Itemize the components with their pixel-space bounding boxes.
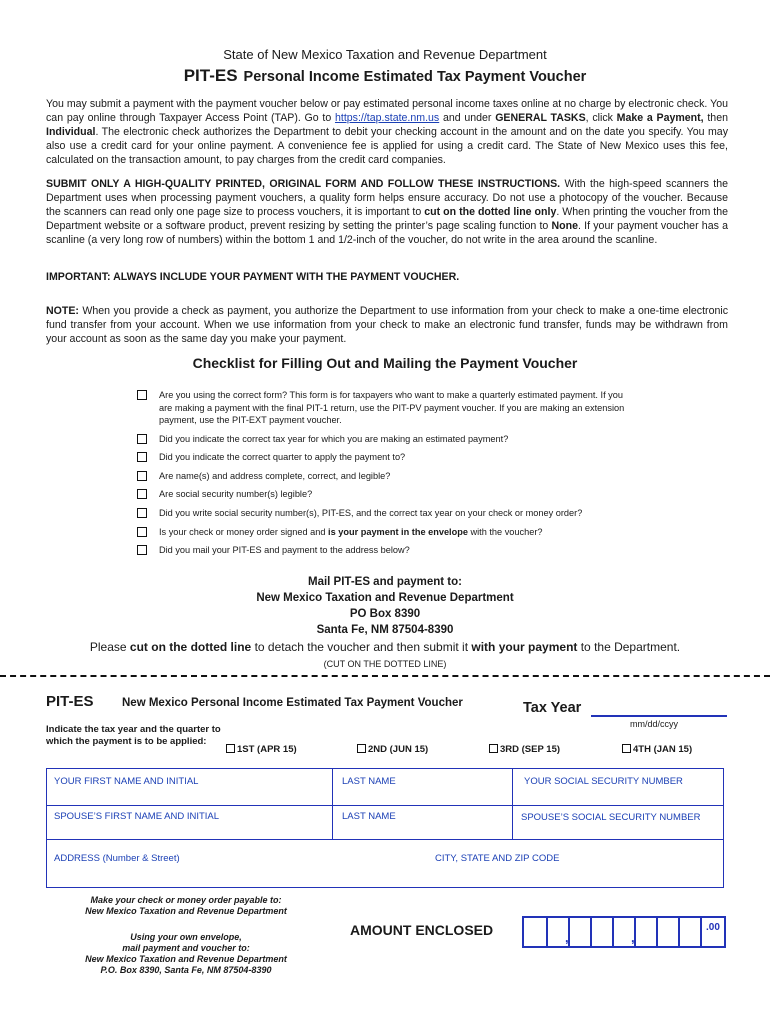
tax-year-label: Tax Year	[523, 700, 582, 716]
mailing-address: Mail PIT-ES and payment to: New Mexico Taxation and Revenue Department PO Box 8390 Santa Fe, NM 87504-8390	[256, 576, 514, 636]
grid-divider	[332, 769, 333, 839]
checklist-item-quarter: Did you indicate the correct quarter to apply the payment to?	[137, 451, 637, 464]
voucher-title: New Mexico Personal Income Estimated Tax Payment Voucher	[122, 697, 463, 709]
first-name-field[interactable]: YOUR FIRST NAME AND INITIAL	[54, 776, 199, 787]
quarter-option-1[interactable]: 1ST (APR 15)	[226, 744, 297, 755]
quarter-option-2[interactable]: 2ND (JUN 15)	[357, 744, 428, 755]
checkbox[interactable]	[137, 489, 147, 499]
digit-divider	[590, 918, 592, 946]
dotted-cut-line	[0, 675, 770, 677]
amount-enclosed-input[interactable]	[522, 916, 726, 948]
checklist-item-names: Are name(s) and address complete, correct, and legible?	[137, 470, 637, 483]
checkbox[interactable]	[137, 471, 147, 481]
thousands-separator: ,	[631, 930, 635, 945]
form-code: PIT-ES	[183, 66, 238, 85]
ssn-field[interactable]: YOUR SOCIAL SECURITY NUMBER	[524, 776, 683, 787]
voucher-code: PIT-ES	[46, 693, 94, 710]
intro-paragraph-payment: You may submit a payment with the payment voucher below or pay estimated personal income taxes online at no charge by electronic check. You can pay online through Taxpayer Access Point (TAP). Go to https://tap.state.nm.us and under GENERAL TASKS, click Make a Payment, then Individual. The electronic check authorizes the Department to debit your checking account in the amount and on the date you specify. You may also use a credit card for your online payment. A convenience fee is applied for using a credit card. The State of New Mexico uses this fee, calculated on the transaction amount, to pay charges from the credit card companies.	[46, 98, 728, 166]
amount-enclosed-label: AMOUNT ENCLOSED	[350, 922, 494, 938]
digit-divider	[612, 918, 614, 946]
form-title	[0, 66, 770, 86]
date-format-hint: mm/dd/ccyy	[630, 719, 679, 729]
spouse-ssn-field[interactable]: SPOUSE’S SOCIAL SECURITY NUMBER	[521, 812, 701, 823]
tap-link[interactable]: https://tap.state.nm.us	[334, 112, 440, 124]
checkbox[interactable]	[357, 744, 366, 753]
amount-cents: .00	[706, 922, 720, 933]
cut-instruction: Please cut on the dotted line to detach the voucher and then submit it with your payment to the Department.	[89, 640, 681, 654]
department-name: State of New Mexico Taxation and Revenue Department	[223, 47, 547, 62]
thousands-separator: ,	[565, 930, 569, 945]
checklist-item-tax-year: Did you indicate the correct tax year for which you are making an estimated payment?	[137, 433, 637, 446]
city-state-zip-field[interactable]: CITY, STATE AND ZIP CODE	[435, 853, 560, 864]
payable-to: Make your check or money order payable to: New Mexico Taxation and Revenue Department	[85, 895, 287, 916]
cut-note: (CUT ON THE DOTTED LINE)	[323, 659, 447, 669]
address-field[interactable]: ADDRESS (Number & Street)	[54, 853, 180, 864]
quarter-option-3[interactable]: 3RD (SEP 15)	[489, 744, 560, 755]
checklist-item-check-info: Did you write social security number(s), PIT-ES, and the correct tax year on your check or money order?	[137, 507, 637, 520]
digit-divider	[700, 918, 702, 946]
important-notice: IMPORTANT: ALWAYS INCLUDE YOUR PAYMENT WITH THE PAYMENT VOUCHER.	[46, 271, 460, 283]
grid-divider	[47, 839, 723, 840]
spouse-last-name-field[interactable]: LAST NAME	[342, 811, 396, 822]
checkbox[interactable]	[226, 744, 235, 753]
spouse-first-name-field[interactable]: SPOUSE’S FIRST NAME AND INITIAL	[54, 811, 220, 822]
checkbox[interactable]	[489, 744, 498, 753]
checkbox[interactable]	[137, 390, 147, 400]
checkbox[interactable]	[137, 452, 147, 462]
checkbox[interactable]	[137, 434, 147, 444]
checklist-item-correct-form: Are you using the correct form? This form is for taxpayers who want to make a quarterly estimated payment. If you are making a payment with the final PIT-1 return, use the PIT-PV payment voucher. If you are making an extension payment, use the PIT-EXT payment voucher.	[137, 389, 637, 427]
checkbox[interactable]	[137, 545, 147, 555]
checklist-heading: Checklist for Filling Out and Mailing the Payment Voucher	[192, 355, 578, 371]
digit-divider	[678, 918, 680, 946]
last-name-field[interactable]: LAST NAME	[342, 776, 396, 787]
form-name: Personal Income Estimated Tax Payment Voucher	[243, 69, 587, 85]
taxpayer-info-grid	[46, 768, 724, 888]
checklist-item-signed: Is your check or money order signed and is your payment in the envelope with the voucher?	[137, 526, 637, 539]
quarter-instruction: Indicate the tax year and the quarter to which the payment is to be applied:	[46, 724, 221, 747]
checkbox[interactable]	[137, 508, 147, 518]
intro-paragraph-quality: SUBMIT ONLY A HIGH-QUALITY PRINTED, ORIGINAL FORM AND FOLLOW THESE INSTRUCTIONS. With the high-speed scanners the Department uses when processing payment vouchers, a quality form helps ensure accuracy. Do not use a photocopy of the voucher. Because the scanners can read only one page size to process vouchers, it is important to cut on the dotted line only. When printing the voucher from the Department website or a software product, prevent resizing by setting the printer’s page scaling function to None. If your payment voucher has a scanline (a very long row of numbers) within the bottom 1 and 1/2-inch of the voucher, do not write in the area around the scanline.	[46, 178, 729, 246]
checkbox[interactable]	[622, 744, 631, 753]
grid-divider	[512, 769, 513, 839]
note-paragraph: NOTE: When you provide a check as payment, you authorize the Department to use information from your check to make a one-time electronic fund transfer from your account. When we use information from your check to make an electronic fund transfer, funds may be withdrawn from your account as soon as the same day you make your payment.	[46, 305, 728, 345]
checklist-item-mailed: Did you mail your PIT-ES and payment to the address below?	[137, 544, 637, 557]
checkbox[interactable]	[137, 527, 147, 537]
grid-divider	[47, 805, 723, 806]
digit-divider	[656, 918, 658, 946]
quarter-option-4[interactable]: 4TH (JAN 15)	[622, 744, 692, 755]
envelope-instructions: Using your own envelope, mail payment and voucher to: New Mexico Taxation and Revenue Department P.O. Box 8390, Santa Fe, NM 87504-8390	[85, 932, 287, 975]
checklist-item-ssn: Are social security number(s) legible?	[137, 488, 637, 501]
tax-year-input[interactable]	[591, 715, 727, 717]
digit-divider	[546, 918, 548, 946]
